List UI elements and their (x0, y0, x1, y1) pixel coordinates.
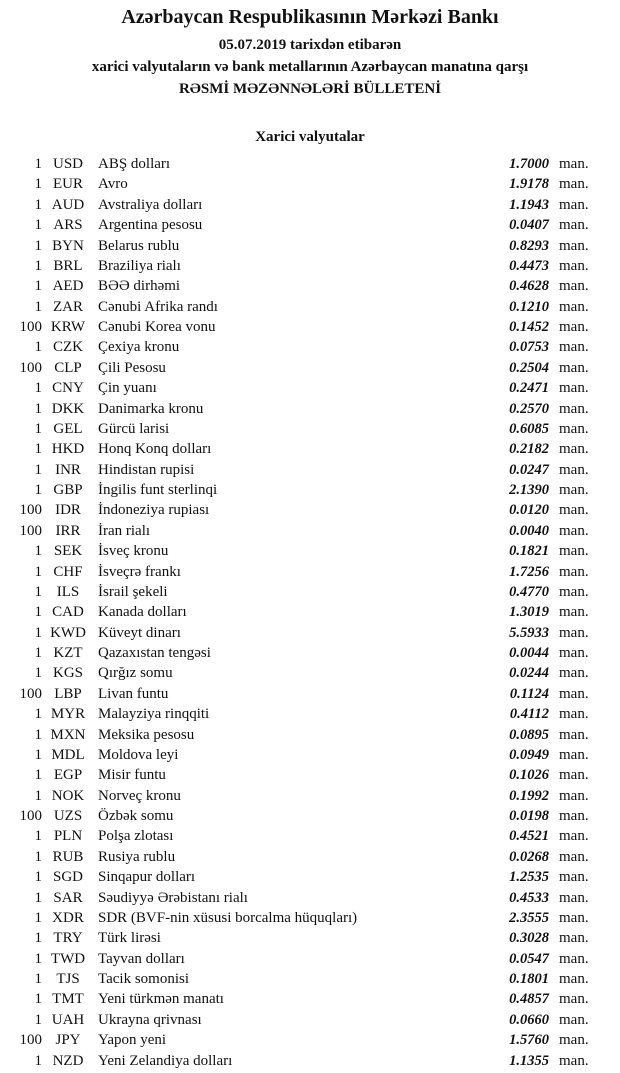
header-sub-block (0, 34, 620, 100)
currency-quantity: 1 (34, 930, 42, 947)
unit-label: man. (559, 950, 589, 967)
currency-code: SEK (53, 543, 83, 560)
currency-code: ARS (53, 217, 83, 234)
currency-quantity: 1 (34, 746, 42, 763)
currency-rate-row (0, 928, 620, 948)
rate-value: 0.4533 (509, 889, 549, 906)
currency-quantity: 1 (34, 828, 42, 845)
rate-value: 1.1355 (509, 1052, 549, 1069)
currency-rate-row (0, 867, 620, 887)
currency-name: Misir funtu (98, 767, 166, 784)
rate-value: 0.4473 (509, 257, 549, 274)
rate-value: 0.4112 (509, 706, 549, 723)
unit-label: man. (559, 971, 589, 987)
currency-code: USD (52, 156, 83, 172)
currency-name: Cənubi Afrika randı (98, 298, 218, 315)
unit-label: man. (559, 909, 589, 926)
rate-value: 0.1210 (509, 298, 549, 315)
currency-rate-row (0, 908, 620, 928)
rate-value: 1.7256 (509, 563, 549, 580)
currency-quantity: 1 (34, 176, 42, 193)
currency-rate-row (0, 888, 620, 908)
currency-name: BƏƏ dirhəmi (98, 278, 181, 295)
currency-quantity: 1 (34, 543, 42, 560)
currency-code: TRY (53, 930, 83, 947)
currency-code: IDR (55, 502, 81, 519)
currency-rate-row (0, 602, 620, 622)
bulletin-header (0, 4, 620, 100)
rate-value: 1.3019 (509, 604, 549, 621)
currency-rate-row (0, 1010, 620, 1030)
currency-rate-row (0, 969, 620, 989)
currency-name: İsveç kronu (98, 543, 169, 560)
currency-code: GEL (53, 420, 83, 437)
currency-name: Honq Konq dolları (98, 441, 212, 458)
currency-quantity: 1 (34, 971, 42, 987)
unit-label: man. (559, 522, 589, 539)
currency-quantity: 1 (34, 583, 42, 600)
currency-quantity: 1 (34, 848, 42, 865)
currency-quantity: 1 (34, 726, 42, 743)
currency-code: EGP (53, 767, 83, 784)
unit-label: man. (559, 359, 589, 376)
currency-rate-row (0, 439, 620, 459)
unit-label: man. (559, 583, 589, 600)
unit-label: man. (559, 217, 589, 234)
currency-rates-table (0, 154, 620, 1071)
currency-name: Yeni Zelandiya dolları (98, 1052, 233, 1069)
currency-name: Qazaxıstan tengəsi (98, 645, 211, 661)
currency-name: Özbək somu (98, 808, 174, 824)
currency-quantity: 1 (34, 909, 42, 926)
currency-quantity: 1 (34, 298, 42, 315)
currency-name: Sinqapur dolları (98, 869, 196, 886)
unit-label: man. (559, 482, 589, 498)
currency-rate-row (0, 786, 620, 806)
currency-name: Gürcü larisi (98, 420, 170, 437)
currency-quantity: 100 (19, 359, 42, 376)
unit-label: man. (559, 828, 589, 845)
currency-name: İsrail şekeli (98, 583, 168, 600)
unit-label: man. (559, 278, 589, 295)
currency-rate-row (0, 460, 620, 480)
currency-quantity: 1 (34, 400, 42, 417)
currency-quantity: 1 (34, 339, 42, 356)
unit-label: man. (559, 848, 589, 865)
currency-rate-row (0, 704, 620, 724)
currency-name: Tayvan dolları (98, 950, 185, 967)
unit-label: man. (559, 604, 589, 621)
subtitle-line: xarici valyutaların və bank metallarının Azərbaycan manatına qarşı (91, 59, 529, 75)
currency-rate-row (0, 826, 620, 846)
currency-quantity: 1 (34, 156, 42, 172)
rate-value: 0.0247 (509, 461, 549, 478)
currency-rate-row (0, 174, 620, 194)
currency-code: TMT (52, 991, 84, 1008)
currency-code: KGS (52, 665, 83, 682)
currency-code: RUB (52, 848, 84, 865)
rate-value: 5.5933 (509, 624, 549, 641)
currency-rate-row (0, 378, 620, 398)
currency-rate-row (0, 521, 620, 541)
unit-label: man. (559, 624, 589, 641)
rate-value: 0.4521 (509, 828, 549, 845)
currency-rate-row (0, 419, 620, 439)
currency-quantity: 1 (34, 482, 42, 498)
currency-rate-row (0, 643, 620, 663)
rate-value: 0.2570 (509, 400, 549, 417)
currency-code: KWD (50, 624, 86, 641)
currency-rate-row (0, 500, 620, 520)
currency-name: Livan funtu (98, 685, 169, 702)
unit-label: man. (559, 787, 589, 804)
currency-rate-row (0, 276, 620, 296)
rate-value: 0.0407 (509, 217, 549, 234)
currency-quantity: 1 (34, 706, 42, 723)
currency-quantity: 1 (34, 1052, 42, 1069)
currency-quantity: 1 (34, 604, 42, 621)
unit-label: man. (559, 726, 589, 743)
currency-code: CAD (52, 604, 84, 621)
rate-value: 1.2535 (509, 869, 549, 886)
currency-code: JPY (55, 1032, 81, 1049)
bulletin-title-line: RƏSMİ MƏZƏNNƏLƏRİ BÜLLETENİ (178, 81, 442, 97)
rate-value: 0.0949 (509, 746, 549, 763)
rate-value: 0.2471 (509, 380, 549, 397)
currency-name: Belarus rublu (98, 237, 180, 254)
currency-code: EUR (53, 176, 83, 193)
currency-name: Çili Pesosu (98, 359, 166, 376)
currency-rate-row (0, 154, 620, 174)
currency-name: Tacik somonisi (98, 971, 190, 987)
currency-quantity: 1 (34, 217, 42, 234)
currency-rate-row (0, 399, 620, 419)
currency-code: BRL (53, 257, 83, 274)
unit-label: man. (559, 685, 589, 702)
rate-value: 1.9178 (509, 176, 549, 193)
unit-label: man. (559, 746, 589, 763)
currency-code: HKD (51, 441, 85, 458)
currency-code: ILS (56, 583, 80, 600)
currency-name: Küveyt dinarı (98, 624, 181, 641)
currency-code: KRW (50, 319, 86, 335)
currency-code: LBP (54, 685, 82, 702)
rate-value: 0.6085 (509, 420, 549, 437)
currency-rate-row (0, 582, 620, 602)
currency-name: Qırğız somu (98, 665, 173, 682)
section-title-foreign-currencies: Xarici valyutalar (255, 129, 365, 145)
rate-value: 1.1943 (509, 196, 549, 213)
currency-code: MYR (50, 706, 86, 723)
currency-name: SDR (BVF-nin xüsusi borcalma hüquqları) (98, 909, 358, 926)
currency-quantity: 1 (34, 991, 42, 1008)
currency-name: Avro (98, 176, 128, 193)
currency-rate-row (0, 337, 620, 357)
rate-value: 0.0660 (509, 1011, 549, 1028)
currency-code: TJS (56, 971, 80, 987)
currency-quantity: 1 (34, 563, 42, 580)
rate-value: 0.0044 (509, 645, 549, 661)
currency-quantity: 1 (34, 441, 42, 458)
currency-quantity: 100 (19, 685, 42, 702)
unit-label: man. (559, 645, 589, 661)
currency-name: Braziliya rialı (98, 257, 181, 274)
currency-code: CZK (53, 339, 83, 356)
currency-code: DKK (51, 400, 85, 417)
currency-quantity: 1 (34, 950, 42, 967)
rate-value: 0.1026 (509, 767, 549, 784)
currency-name: Moldova leyi (98, 746, 179, 763)
currency-rate-row (0, 949, 620, 969)
currency-code: NOK (51, 787, 85, 804)
unit-label: man. (559, 176, 589, 193)
currency-quantity: 1 (34, 420, 42, 437)
unit-label: man. (559, 889, 589, 906)
currency-rate-row (0, 745, 620, 765)
rate-value: 0.4857 (509, 991, 549, 1008)
rate-value: 2.1390 (509, 482, 549, 498)
currency-quantity: 1 (34, 787, 42, 804)
currency-rate-row (0, 215, 620, 235)
currency-rate-row (0, 1051, 620, 1071)
unit-label: man. (559, 298, 589, 315)
currency-rate-row (0, 297, 620, 317)
rate-value: 0.4628 (509, 278, 549, 295)
currency-name: Rusiya rublu (98, 848, 176, 865)
currency-code: TWD (50, 950, 86, 967)
unit-label: man. (559, 319, 589, 335)
currency-quantity: 1 (34, 645, 42, 661)
currency-code: UAH (51, 1011, 85, 1028)
currency-code: INR (55, 461, 81, 478)
currency-code: MXN (50, 726, 86, 743)
unit-label: man. (559, 441, 589, 458)
currency-code: PLN (53, 828, 83, 845)
rate-value: 0.0040 (509, 522, 549, 539)
currency-quantity: 1 (34, 278, 42, 295)
currency-rate-row (0, 684, 620, 704)
rate-value: 0.1124 (509, 685, 549, 702)
unit-label: man. (559, 196, 589, 213)
currency-rate-row (0, 236, 620, 256)
unit-label: man. (559, 869, 589, 886)
unit-label: man. (559, 461, 589, 478)
rate-value: 0.0753 (509, 339, 549, 356)
currency-rate-row (0, 480, 620, 500)
currency-name: Malayziya rinqqiti (98, 706, 210, 723)
currency-code: XDR (52, 909, 84, 926)
currency-code: AED (52, 278, 84, 295)
currency-code: ZAR (53, 298, 83, 315)
effective-date-line: 05.07.2019 tarixdən etibarən (218, 37, 402, 53)
currency-code: NZD (52, 1052, 84, 1069)
currency-name: Norveç kronu (98, 787, 181, 804)
rate-value: 0.8293 (509, 237, 549, 254)
currency-name: Ukrayna qrivnası (98, 1011, 202, 1028)
currency-code: KZT (53, 645, 83, 661)
rate-value: 0.0244 (509, 665, 549, 682)
currency-name: İsveçrə frankı (98, 563, 181, 580)
currency-quantity: 100 (19, 319, 42, 335)
unit-label: man. (559, 706, 589, 723)
unit-label: man. (559, 339, 589, 356)
currency-rate-row (0, 1030, 620, 1050)
unit-label: man. (559, 767, 589, 784)
currency-rate-row (0, 765, 620, 785)
currency-code: SAR (53, 889, 83, 906)
currency-rate-row (0, 317, 620, 337)
currency-quantity: 1 (34, 380, 42, 397)
rate-value: 0.3028 (509, 930, 549, 947)
currency-name: İndoneziya rupiası (98, 502, 210, 519)
currency-name: Danimarka kronu (98, 400, 204, 417)
currency-name: İngilis funt sterlinqi (98, 482, 218, 498)
currency-rate-row (0, 725, 620, 745)
currency-name: Polşa zlotası (98, 828, 174, 845)
currency-name: Avstraliya dolları (98, 196, 203, 213)
currency-rate-row (0, 663, 620, 683)
currency-name: Çin yuanı (98, 380, 157, 397)
currency-quantity: 100 (19, 502, 42, 519)
currency-code: UZS (53, 808, 83, 824)
currency-code: AUD (51, 196, 85, 213)
rate-value: 0.0895 (509, 726, 549, 743)
rate-value: 0.1801 (509, 971, 549, 987)
currency-rate-row (0, 562, 620, 582)
currency-name: İran rialı (98, 522, 151, 539)
unit-label: man. (559, 257, 589, 274)
currency-quantity: 1 (34, 461, 42, 478)
unit-label: man. (559, 543, 589, 560)
unit-label: man. (559, 563, 589, 580)
unit-label: man. (559, 400, 589, 417)
currency-rate-row (0, 989, 620, 1009)
currency-quantity: 100 (19, 1032, 42, 1049)
unit-label: man. (559, 1011, 589, 1028)
currency-rate-row (0, 847, 620, 867)
currency-name: Cənubi Korea vonu (98, 319, 216, 335)
currency-quantity: 1 (34, 196, 42, 213)
unit-label: man. (559, 808, 589, 824)
unit-label: man. (559, 156, 589, 172)
currency-name: Meksika pesosu (98, 726, 195, 743)
currency-rate-row (0, 256, 620, 276)
currency-name: Yapon yeni (98, 1032, 167, 1049)
rate-value: 0.0120 (509, 502, 549, 519)
rate-value: 0.0547 (509, 950, 549, 967)
unit-label: man. (559, 237, 589, 254)
currency-code: CNY (52, 380, 84, 397)
rate-value: 0.4770 (509, 583, 549, 600)
rate-value: 0.1992 (509, 787, 549, 804)
currency-quantity: 100 (19, 522, 42, 539)
currency-code: MDL (51, 746, 85, 763)
bank-title: Azərbaycan Respublikasının Mərkəzi Bankı (121, 6, 499, 28)
currency-quantity: 100 (19, 808, 42, 824)
unit-label: man. (559, 1052, 589, 1069)
currency-name: Səudiyyə Ərəbistanı rialı (98, 889, 248, 906)
unit-label: man. (559, 420, 589, 437)
currency-quantity: 1 (34, 624, 42, 641)
currency-name: ABŞ dolları (98, 156, 171, 172)
currency-quantity: 1 (34, 665, 42, 682)
currency-name: Argentina pesosu (98, 217, 203, 234)
currency-code: CHF (53, 563, 83, 580)
currency-name: Kanada dolları (98, 604, 187, 621)
currency-code: CLP (54, 359, 82, 376)
rate-value: 1.7000 (509, 156, 549, 172)
unit-label: man. (559, 991, 589, 1008)
currency-code: BYN (52, 237, 84, 254)
rate-value: 0.2504 (509, 359, 549, 376)
currency-quantity: 1 (34, 257, 42, 274)
rate-value: 0.0198 (509, 808, 549, 824)
rate-value: 0.1452 (509, 319, 549, 335)
unit-label: man. (559, 380, 589, 397)
currency-code: GBP (53, 482, 83, 498)
unit-label: man. (559, 1032, 589, 1049)
currency-name: Türk lirəsi (98, 930, 161, 947)
rate-value: 0.1821 (509, 543, 549, 560)
unit-label: man. (559, 502, 589, 519)
currency-rate-row (0, 806, 620, 826)
rate-value: 1.5760 (509, 1032, 549, 1049)
currency-quantity: 1 (34, 869, 42, 886)
currency-name: Hindistan rupisi (98, 461, 195, 478)
currency-rate-row (0, 541, 620, 561)
currency-name: Çexiya kronu (98, 339, 180, 356)
currency-code: IRR (55, 522, 81, 539)
currency-quantity: 1 (34, 237, 42, 254)
currency-name: Yeni türkmən manatı (98, 991, 224, 1008)
currency-quantity: 1 (34, 767, 42, 784)
unit-label: man. (559, 930, 589, 947)
currency-code: SGD (52, 869, 83, 886)
currency-rate-row (0, 623, 620, 643)
currency-rate-row (0, 358, 620, 378)
unit-label: man. (559, 665, 589, 682)
rate-value: 0.0268 (509, 848, 549, 865)
currency-quantity: 1 (34, 889, 42, 906)
currency-rate-row (0, 195, 620, 215)
currency-quantity: 1 (34, 1011, 42, 1028)
rate-value: 0.2182 (509, 441, 549, 458)
rate-value: 2.3555 (509, 909, 549, 926)
